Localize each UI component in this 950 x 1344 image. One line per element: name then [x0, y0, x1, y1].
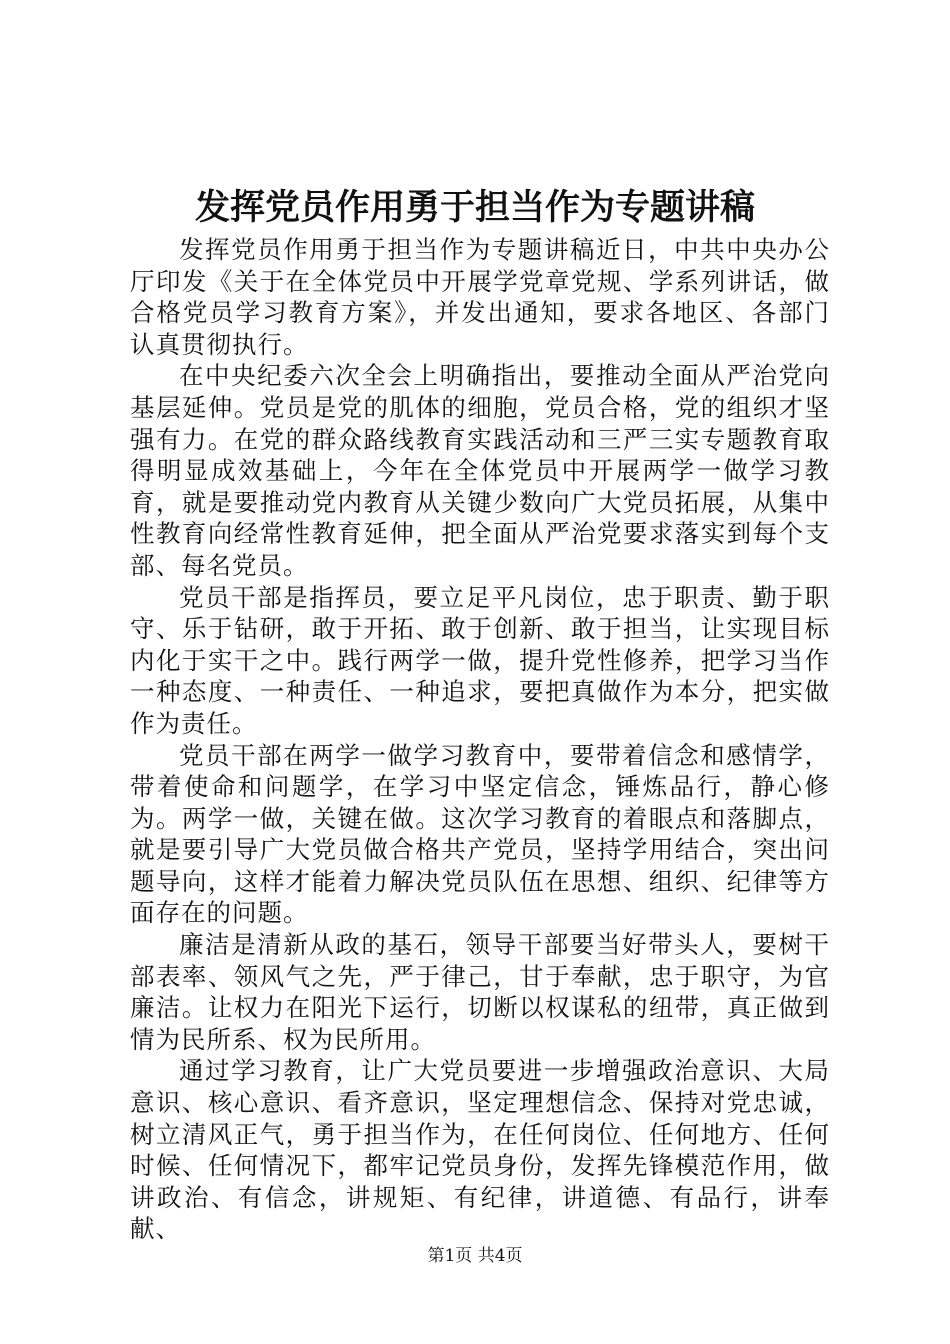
document-body: [130, 234, 830, 1245]
paragraph: 通过学习教育，让广大党员要进一步增强政治意识、大局意识、核心意识、看齐意识，坚定理想信念、保持对党忠诚，树立清风正气，勇于担当作为，在任何岗位、任何地方、任何时候、任何情况下，都牢记党员身份，发挥先锋模范作用，做讲政治、有信念，讲规矩、有纪律，讲道德、有品行，讲奉献、: [130, 1056, 830, 1244]
paragraph: 党员干部在两学一做学习教育中，要带着信念和感情学，带着使命和问题学，在学习中坚定信念，锤炼品行，静心修为。两学一做，关键在做。这次学习教育的着眼点和落脚点，就是要引导广大党员做合格共产党员，坚持学用结合，突出问题导向，这样才能着力解决党员队伍在思想、组织、纪律等方面存在的问题。: [130, 740, 830, 928]
paragraph: 发挥党员作用勇于担当作为专题讲稿近日，中共中央办公厅印发《关于在全体党员中开展学党章党规、学系列讲话，做合格党员学习教育方案》，并发出通知，要求各地区、各部门认真贯彻执行。: [130, 235, 830, 359]
document-title: 发挥党员作用勇于担当作为专题讲稿: [194, 187, 755, 228]
paragraph: 党员干部是指挥员，要立足平凡岗位，忠于职责、勤于职守、乐于钻研，敢于开拓、敢于创新、敢于担当，让实现目标内化于实干之中。践行两学一做，提升党性修养，把学习当作一种态度、一种责任、一种追求，要把真做作为本分，把实做作为责任。: [130, 582, 830, 738]
paragraph: 在中央纪委六次全会上明确指出，要推动全面从严治党向基层延伸。党员是党的肌体的细胞，党员合格，党的组织才坚强有力。在党的群众路线教育实践活动和三严三实专题教育取得明显成效基础上，今年在全体党员中开展两学一做学习教育，就是要推动党内教育从关键少数向广大党员拓展，从集中性教育向经常性教育延伸，把全面从严治党要求落实到每个支部、每名党员。: [130, 361, 830, 580]
page-number-footer: 第1页 共4页: [427, 1246, 523, 1266]
paragraph: 廉洁是清新从政的基石，领导干部要当好带头人，要树干部表率、领风气之先，严于律己，甘于奉献，忠于职守，为官廉洁。让权力在阳光下运行，切断以权谋私的纽带，真正做到情为民所系、权为民所用。: [130, 930, 830, 1054]
